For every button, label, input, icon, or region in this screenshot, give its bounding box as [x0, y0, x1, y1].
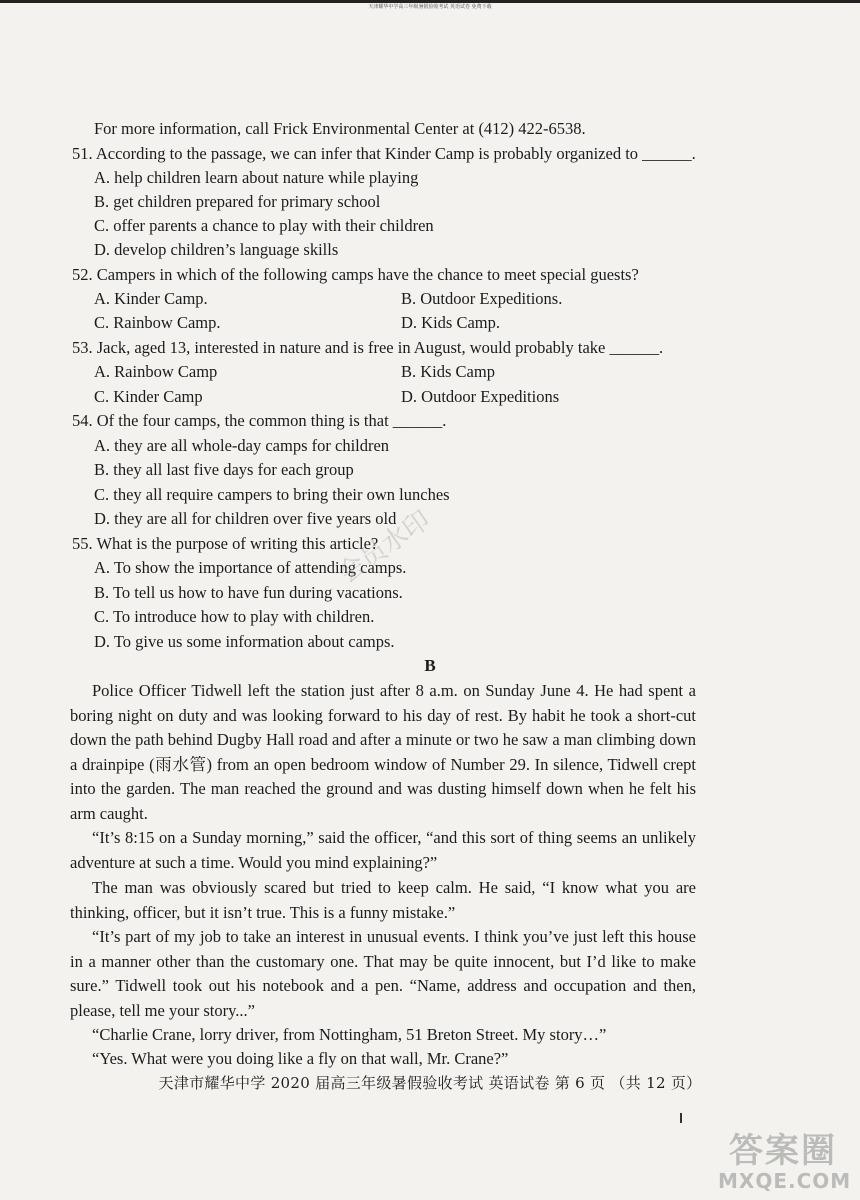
option: D. Outdoor Expeditions	[401, 387, 560, 406]
passage-paragraph: The man was obviously scared but tried to keep calm. He said, “I know what you are thinking, officer, but it isn’t true. This is a funny mistake.”	[70, 878, 696, 922]
question-stem: 55. What is the purpose of writing this article?	[72, 534, 379, 553]
option: C. To introduce how to play with children.	[94, 607, 375, 626]
option: A. To show the importance of attending camps.	[94, 558, 407, 577]
option: A. they are all whole-day camps for children	[94, 436, 390, 455]
option: C. Kinder Camp	[94, 387, 203, 406]
option: C. Rainbow Camp.	[94, 313, 221, 332]
option: C. they all require campers to bring their own lunches	[94, 485, 450, 504]
logo-url: MXQE.COM	[718, 1169, 852, 1193]
section-heading: B	[424, 656, 436, 675]
option: B. Kids Camp	[401, 362, 495, 381]
question-stem: 54. Of the four camps, the common thing is that ______.	[72, 411, 447, 430]
watermark-text: 会员水印	[333, 505, 436, 590]
question-stem: 52. Campers in which of the following camps have the chance to meet special guests?	[72, 265, 639, 284]
option: D. develop children’s language skills	[94, 240, 339, 259]
passage-paragraph: “Charlie Crane, lorry driver, from Nottingham, 51 Breton Street. My story…”	[92, 1025, 607, 1044]
passage-paragraph: Police Officer Tidwell left the station just after 8 a.m. on Sunday June 4. He had spent a boring night on duty and was looking forward to his day of rest. By habit he took a short-cut down the path behind Dugby Hall road and after a minute or two he saw a man climbing down a drainpipe (雨水管) from an open bedroom window of Number 29. In silence, Tidwell crept into the garden. The man reached the ground and was dusting himself down when he felt his arm caught.	[70, 681, 696, 823]
intro-line: For more information, call Frick Environmental Center at (412) 422-6538.	[94, 119, 586, 138]
option: B. Outdoor Expeditions.	[401, 289, 563, 308]
option: B. To tell us how to have fun during vacations.	[94, 583, 403, 602]
passage-paragraph: “It’s 8:15 on a Sunday morning,” said the officer, “and this sort of thing seems an unlikely adventure at such a time. Would you mind explaining?”	[70, 828, 696, 872]
page-footer: 天津市耀华中学 2020 届高三年级暑假验收考试 英语试卷 第 6 页 （共 12 页）	[158, 1074, 702, 1092]
site-logo	[718, 1131, 852, 1194]
option: A. Rainbow Camp	[94, 362, 218, 381]
option: B. get children prepared for primary school	[94, 192, 381, 211]
option: D. To give us some information about camps.	[94, 632, 395, 651]
option: A. help children learn about nature while playing	[94, 168, 419, 187]
margin-mark	[680, 1113, 682, 1123]
option: B. they all last five days for each group	[94, 460, 354, 479]
question-stem: 53. Jack, aged 13, interested in nature and is free in August, would probably take ______.	[72, 338, 664, 357]
option: C. offer parents a chance to play with their children	[94, 216, 434, 235]
passage-paragraph: “Yes. What were you doing like a fly on that wall, Mr. Crane?”	[92, 1049, 509, 1068]
option: D. they are all for children over five years old	[94, 509, 397, 528]
passage-paragraph: “It’s part of my job to take an interest in unusual events. I think you’ve just left this house in a manner other than the customary one. That may be quite innocent, but I’d like to make sure.” Tidwell took out his notebook and a pen. “Name, address and occupation and then, please, tell me your story...”	[70, 927, 696, 1020]
option: A. Kinder Camp.	[94, 289, 208, 308]
option: D. Kids Camp.	[401, 313, 500, 332]
question-stem: 51. According to the passage, we can infer that Kinder Camp is probably organized to ______.	[72, 144, 696, 163]
header-note: 天津耀华中学高三年级暑假验收考试 英语试卷 免费下载	[368, 4, 492, 10]
logo-text: 答案圈	[729, 1131, 837, 1171]
